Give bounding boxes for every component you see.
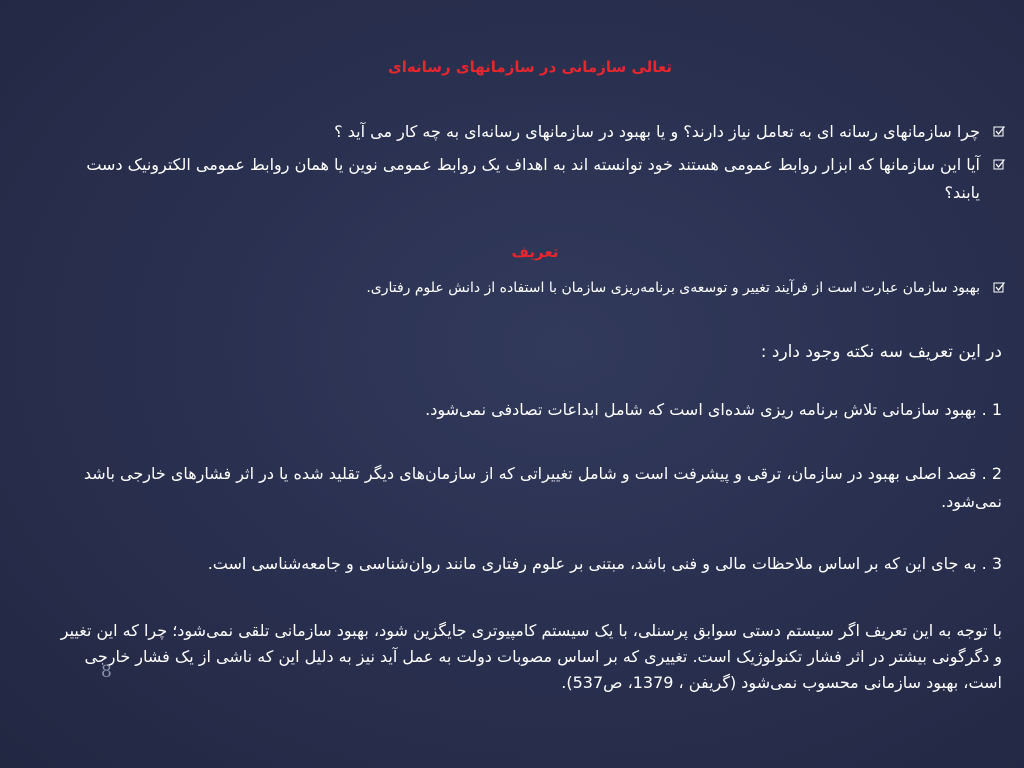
point-number: 1 . — [981, 400, 1002, 419]
slide-title: تعالی سازمانی در سازمانهای رسانه‌ای — [388, 58, 672, 76]
checkbox-bullet-icon — [990, 151, 1006, 179]
closing-paragraph: با توجه به این تعریف اگر سیستم دستی سوابق پرسنلی، با یک سیستم کامپیوتری جایگزین شود، بهبود سازمانی تلقی نمی‌شود؛ چرا که این تغییر و دگرگونی بیشتر در اثر فشار تکنولوژیک است. تغییری که بر اساس مصوبات دولت به عمل آید نیز به دلیل این که ناشی از یک فشار خارجی است، بهبود سازمانی محسوب نمی‌شود (گریفن ، 1379، ص537). — [60, 621, 1002, 692]
definition-text: بهبود سازمان عبارت است از فرآیند تغییر و توسعه‌ی برنامه‌ریزی سازمان با استفاده از دانش علوم رفتاری. — [366, 280, 980, 296]
checkbox-bullet-icon — [990, 275, 1006, 301]
point-number: 2 . — [981, 464, 1002, 483]
bullet-text: آیا این سازمانها که ابزار روابط عمومی هستند خود توانسته اند به اهداف یک روابط عمومی نوین یا همان روابط عمومی الکترونیک دست یابند؟ — [86, 155, 980, 202]
bullet-item — [58, 151, 1006, 207]
point-2 — [55, 460, 1002, 516]
point-text: به جای این که بر اساس ملاحظات مالی و فنی باشد، مبتنی بر علوم رفتاری مانند روان‌شناسی و جامعه‌شناسی است. — [207, 554, 977, 573]
checkbox-bullet-icon — [990, 118, 1006, 146]
page-number: 8 — [101, 662, 112, 682]
point-number: 3 . — [981, 554, 1002, 573]
point-1 — [360, 396, 1002, 424]
bullet-item — [240, 118, 1006, 146]
bullet-text: چرا سازمانهای رسانه ای به تعامل نیاز دارند؟ و یا بهبود در سازمانهای رسانه‌ای به چه کار می آید ؟ — [334, 122, 980, 141]
definition-bullet — [266, 275, 1006, 301]
point-text: بهبود سازمانی تلاش برنامه ریزی شده‌ای است که شامل ابداعات تصادفی نمی‌شود. — [425, 400, 977, 419]
intro-text: در این تعریف سه نکته وجود دارد : — [760, 342, 1002, 362]
point-text: قصد اصلی بهبود در سازمان، ترقی و پیشرفت است و شامل تغییراتی که از سازمان‌های دیگر تقلید شده یا در اثر فشارهای خارجی باشد نمی‌شود. — [83, 464, 1002, 511]
point-3 — [115, 550, 1002, 578]
definition-heading: تعریف — [511, 243, 559, 261]
